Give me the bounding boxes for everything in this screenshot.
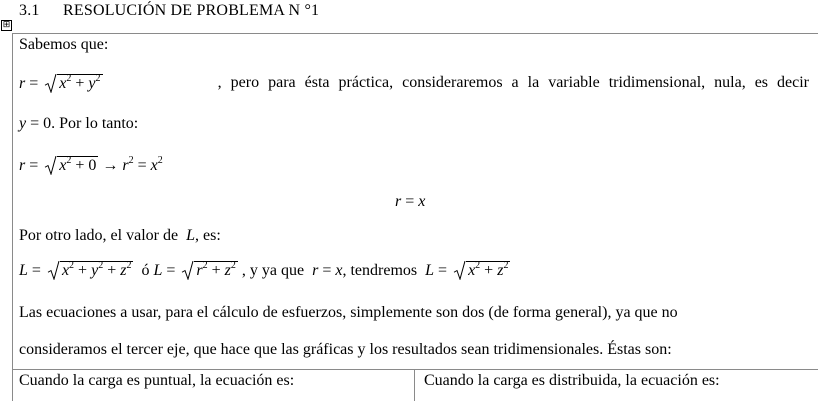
section-number: 3.1 [19, 2, 40, 19]
paragraph-por-lo-tanto: . Por lo tanto: [51, 115, 139, 132]
paragraph-ecuaciones: Las ecuaciones a usar, para el cálculo de esfuerzos, simplemente son dos (de forma general), ya que no [19, 304, 678, 321]
equation-table-row [12, 369, 818, 401]
table-move-handle-icon[interactable]: ⊞ [2, 20, 11, 30]
paragraph-y-zero: y = 0. Por lo tanto: [19, 115, 139, 132]
paragraph-sabemos: Sabemos que: [19, 36, 109, 53]
sqrt-symbol-icon: $x^2 + 0$ [44, 156, 98, 175]
cell-text-puntual: Cuando la carga es puntual, la ecuación es: [19, 372, 295, 389]
sqrt-symbol-icon: $x^2 + z^2$ [453, 261, 510, 280]
table-cell-puntual [12, 370, 415, 401]
formula-r-squared: r = $x^2 + 0 \to r^2 = x^2$ [19, 155, 163, 174]
cell-text-distribuida: Cuando la carga es distribuida, la ecuación es: [424, 372, 720, 389]
table-cell-distribuida [415, 370, 818, 401]
formula-r-equals-x: r = x [395, 193, 426, 210]
paragraph-r-text: , pero para ésta práctica, consideraremos a la variable tridimensional, nula, es decir [217, 74, 809, 91]
section-title: RESOLUCIÓN DE PROBLEMA N °1 [63, 2, 320, 19]
paragraph-valor-L: Por otro lado, el valor de L, es: [19, 227, 221, 244]
sqrt-symbol-icon: $x^2 + y^2 + z^2$ [47, 261, 134, 280]
section-heading [19, 2, 319, 20]
sqrt-symbol-icon: $x^2 + y^2$ [44, 74, 102, 93]
paragraph-r-definition: r = $x^2 + y^2$ , pero para ésta práctica, consideraremos a la variable tridimensional, nula, es decir [19, 73, 809, 92]
formula-r-xy: r [19, 75, 26, 92]
formula-L-definitions: L = $x^2 + y^2 + z^2$ ó L = $r^2 + z^2$ , y ya que r = x, tendremos L = $x^2 + z^2$ [19, 260, 509, 279]
paragraph-tercer-eje: consideramos el tercer eje, que hace que las gráficas y los resultados sean tridimensionales. Éstas son: [19, 341, 672, 358]
sqrt-symbol-icon: $r^2 + z^2$ [181, 261, 238, 280]
